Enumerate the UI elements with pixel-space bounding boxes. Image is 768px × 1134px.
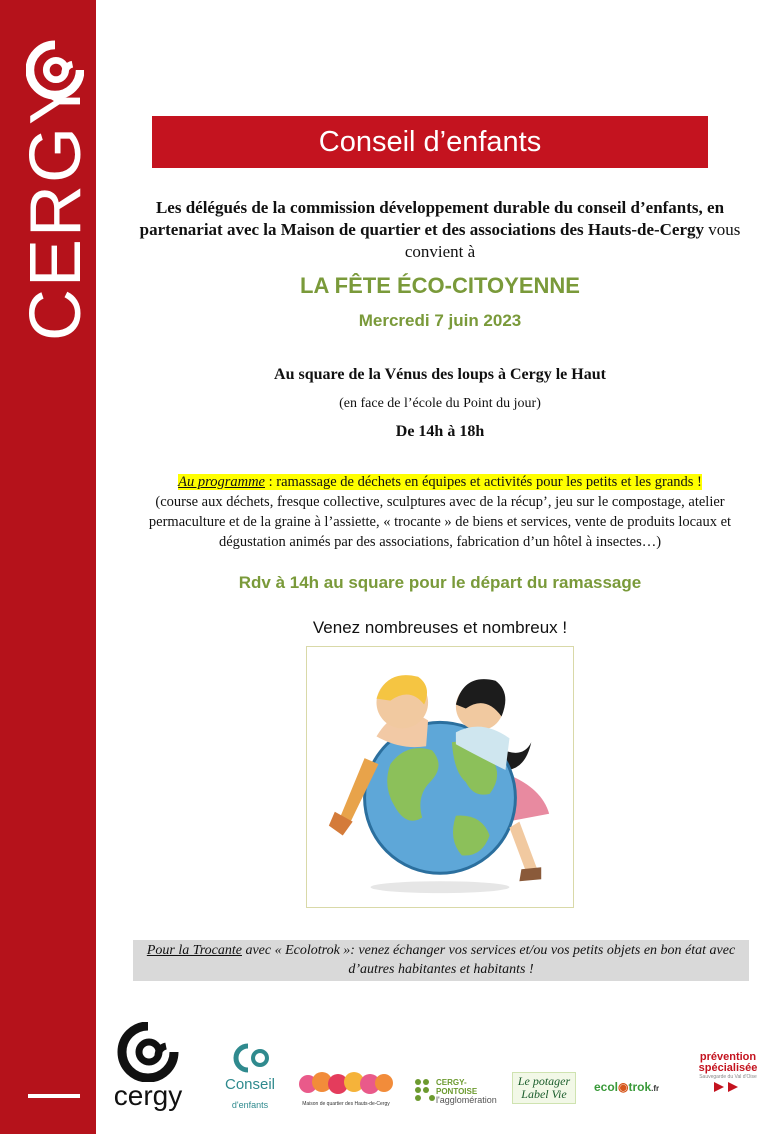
cp-line2: PONTOISE — [436, 1087, 478, 1096]
page-title: Conseil d’enfants — [152, 116, 708, 168]
event-date: Mercredi 7 juin 2023 — [358, 311, 522, 330]
children-globe-illustration — [306, 646, 574, 908]
prev-line3: Sauvegarde du Val d'Oise — [699, 1074, 757, 1080]
ecolotrok-c: .fr — [651, 1084, 660, 1093]
program-block — [130, 472, 750, 552]
trocante-banner — [133, 940, 749, 981]
intro-bold: Les délégués de la commission développement durable du conseil d’enfants, en partenariat avec la Maison de quartier et des associations des Hauts-de-Cergy — [139, 198, 725, 239]
conseil-enfants-logo-icon — [230, 1040, 270, 1076]
venue-hours: De 14h à 18h — [395, 423, 485, 440]
maison-quartier-caption: Maison de quartier des Hauts-de-Cergy — [302, 1101, 390, 1107]
rdv-text: Rdv à 14h au square pour le départ du ramassage — [238, 573, 642, 592]
program-label: Au programme — [178, 474, 265, 490]
sidebar — [0, 0, 96, 1134]
maison-quartier-logo-icon — [298, 1068, 394, 1100]
program-summary: : ramassage de déchets en équipes et activités pour les petits et les grands ! — [264, 474, 702, 490]
potager-line1: Le potager — [517, 1074, 571, 1088]
sidebar-divider — [28, 1094, 80, 1098]
cergy-footer-word: cergy — [113, 1080, 183, 1111]
trocante-label: Pour la Trocante — [146, 943, 242, 958]
cp-line1: CERGY- — [436, 1078, 467, 1087]
program-highlight — [178, 474, 702, 490]
cp-line3: l'agglomération — [436, 1095, 497, 1105]
prev-line2: spécialisée — [698, 1062, 758, 1074]
venue-place: Au square de la Vénus des loups à Cergy le Haut — [274, 366, 606, 383]
venue-landmark: (en face de l’école du Point du jour) — [339, 396, 541, 411]
intro-normal: vous convient à — [404, 220, 741, 261]
ecolotrok-b: trok — [628, 1080, 652, 1094]
ecolotrok-logo: ecol◉trok.fr — [594, 1080, 660, 1094]
conseil-logo-sub: d'enfants — [231, 1100, 269, 1110]
ecolotrok-a: ecol — [594, 1080, 619, 1094]
trocante-text: avec « Ecolotrok »: venez échanger vos services et/ou vos petits objets en bon état avec d’autres habitantes et habitants ! — [241, 943, 736, 977]
program-details: (course aux déchets, fresque collective, sculptures avec de la récup’, jeu sur le compostage, atelier permaculture et de la graine à l’assiette, « trocante » de biens et services, vente de produits locaux et dégustation animés par des associations, fabrication d’un hôtel à insectes…) — [148, 494, 732, 550]
cergy-pontoise-text — [436, 1078, 497, 1105]
invite-text: Venez nombreuses et nombreux ! — [312, 618, 568, 637]
prev-line1: prévention — [699, 1051, 757, 1063]
conseil-logo-title: Conseil — [224, 1076, 276, 1093]
cergy-footer-logo-icon — [116, 1022, 180, 1082]
potager-line2: Label Vie — [521, 1087, 567, 1101]
event-title: LA FÊTE ÉCO-CITOYENNE — [300, 273, 580, 298]
sidebar-brand: CERGY — [16, 74, 96, 342]
cergy-pontoise-logo-icon — [412, 1076, 436, 1104]
prevention-arrows-icon — [708, 1080, 748, 1094]
intro-text — [130, 197, 750, 263]
prevention-logo — [690, 1052, 766, 1099]
potager-logo — [512, 1072, 576, 1104]
